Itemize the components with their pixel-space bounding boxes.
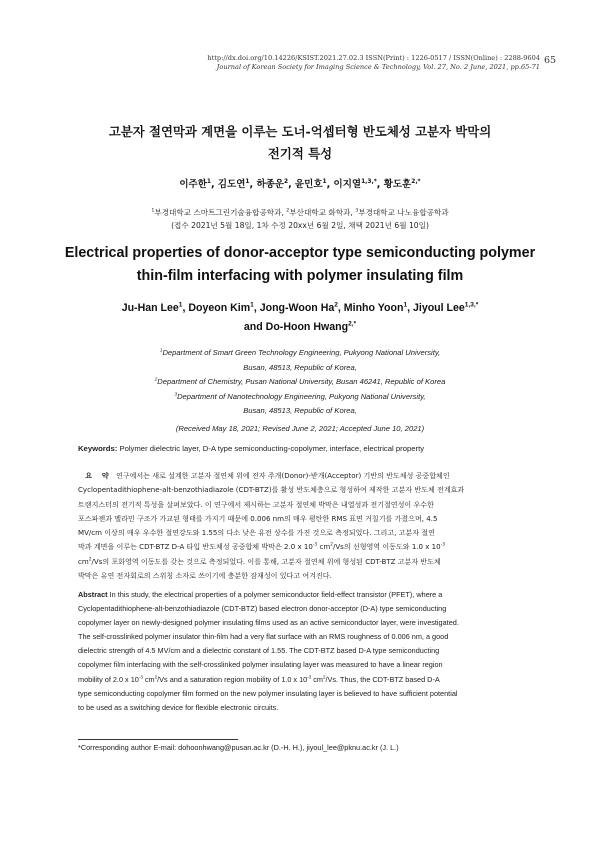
english-dates: (Received May 18, 2021; Revised June 2, 2021; Accepted June 10, 2021) [175, 423, 425, 433]
english-title-line1: Electrical properties of donor-acceptor type semiconducting polymer [64, 245, 536, 261]
korean-abstract-line: 막과 계면을 이루는 CDT-BTZ D-A 타입 반도체성 공중합체 박막은 2.0 x $10^{-3}$ $cm^2/Vs$의 선형영역 이동도와 1.0 x $10^{-3}$ [78, 542, 446, 552]
english-abstract-line: The self-crosslinked polymer insulator thin-film had a very flat surface with an RMS roughness of 0.006 nm, a good [78, 632, 449, 642]
korean-abstract-line: 포스파젠과 멜라민 구조가 가교된 형태를 가지기 때문에 0.006 nm의 매우 평탄한 RMS 표면 거칠기를 가졌으며, 4.5 [78, 513, 438, 523]
korean-title [40, 121, 560, 165]
author: Jong-Woon Ha$^2$, [259, 301, 344, 314]
author: 이주한$^1$, [179, 178, 218, 190]
english-abstract [78, 588, 525, 715]
korean-affiliations [40, 206, 560, 232]
english-affiliations [40, 346, 560, 436]
author: Do-Hoon Hwang$^{2,*}$ [265, 320, 357, 333]
english-abstract-line: mobility of 2.0 x $10^{-3}$ $cm^2/Vs$ and a saturation region mobility of 1.0 x $10^{-3}$ $cm^2/Vs$. Thus, the CDT-BTZ based D-A [78, 674, 440, 684]
korean-dates: (접수 2021년 5월 18일, 1차 수정 20xx년 6월 2일, 채택 2021년 6월 10일) [171, 221, 429, 230]
english-authors-line2: and Do-Hoon Hwang$^{2,*}$ [243, 320, 357, 333]
keywords-text: Polymer dielectric layer, D-A type semiconducting-copolymer, interface, electrical property [117, 444, 425, 453]
corresponding-author-footnote: *Corresponding author E-mail: dohoonhwang@pusan.ac.kr (D.-H. H.), jiyoul_lee@pknu.ac.kr (J. L.) [78, 743, 399, 752]
english-abstract-line: copolymer film interfacing with the self-crosslinked polymer insulating layer was measured to have a linear region [78, 660, 443, 670]
journal-citation-line: Journal of Korean Society for Imaging Science & Technology, Vol. 27, No. 2 June, 2021, pp.65-71 [216, 63, 540, 71]
english-abstract-line: Cyclopentadithiophene-alt-benzothiadiazole (CDT-BTZ) based electron donor-acceptor (D-A) type semiconducting [78, 604, 447, 614]
english-abstract-line: copolymer layer on newly-designed polymer insulating films used as an active semiconductor layer, were investigated. [78, 618, 459, 628]
affiliation-3-city: Busan, 48513, Republic of Korea, [243, 406, 357, 415]
english-abstract-line: to be used as a switching device for flexible electronic circuits. [78, 702, 279, 712]
english-abstract-line: type semiconducting copolymer film formed on the new polymer insulating layer is believed to have sufficient potential [78, 688, 458, 698]
korean-abstract-line: 요 약 연구에서는 새로 설계한 고분자 절연체 위에 전자 주개(Donor)-받개(Acceptor) 기반의 반도체성 공중합체인 [78, 469, 525, 483]
korean-abstract-line: 박막은 유연 전자회로의 스위칭 소자로 쓰이기에 충분한 잠재성이 있다고 여겨진다. [78, 571, 332, 581]
korean-abstract-line: 트랜지스터의 전기적 특성을 살펴보았다. 이 연구에서 제시하는 고분자 절연체 박막은 내열성과 전기절연성이 우수한 [78, 499, 434, 509]
author: 하종운$^2$, [256, 178, 295, 190]
author: Jiyoul Lee$^{1,3,*}$ [412, 301, 479, 314]
affiliation-2: $^2$Department of Chemistry, Pusan National University, Busan 46241, Republic of Korea [154, 376, 446, 386]
english-title [40, 242, 560, 288]
korean-abstract-line: $cm^2/Vs$의 포화영역 이동도를 갖는 것으로 측정되었다. 이를 통해, 고분자 절연체 위에 형성된 CDT-BTZ 고분자 반도체 [78, 556, 441, 566]
english-abstract-label: Abstract [78, 590, 108, 599]
affiliation-1: $^1$Department of Smart Green Technology Engineering, Pukyong National University, [159, 347, 441, 357]
affiliation-1-city: Busan, 48513, Republic of Korea, [243, 362, 357, 372]
author: 황도훈$^{2,*}$ [383, 178, 421, 190]
author: Minho Yoon$^1$, [343, 301, 413, 314]
doi-issn-line: http://dx.doi.org/10.14226/KSIST.2021.27.02.3 ISSN(Print) : 1226-0517 / ISSN(Online) : 2288-9604 [207, 54, 540, 62]
keywords [78, 444, 538, 453]
author: 윤민호$^1$, [294, 178, 334, 190]
english-authors-line1 [40, 299, 560, 318]
affiliation-3: $^3$Department of Nanotechnology Engineering, Pukyong National University, [174, 390, 426, 401]
author: 이지열$^{1,3,*}$, [333, 178, 384, 190]
korean-authors [40, 176, 560, 190]
english-title-line2: thin-film interfacing with polymer insulating film [136, 268, 464, 284]
english-abstract-line: dielectric strength of 4.5 MV/cm and a dielectric constant of 1.55. The CDT-BTZ based D-A type semiconducting [78, 646, 440, 656]
korean-title-line1: 고분자 절연막과 계면을 이루는 도너-억셉터형 반도체성 고분자 박막의 [108, 124, 492, 139]
korean-abstract [78, 469, 525, 583]
korean-affiliation-line: $^1$부경대학교 스마트그린기술융합공학과, $^2$부산대학교 화학과, $^3$부경대학교 나노융합공학과 [151, 208, 449, 217]
korean-abstract-line: MV/cm 이상의 매우 우수한 절연강도와 1.55의 다소 낮은 유전 상수를 가진 것으로 측정되었다. 그리고, 고분자 절연 [78, 528, 435, 538]
page-number: 65 [544, 55, 557, 66]
author: Ju-Han Lee$^1$, [121, 301, 189, 314]
english-abstract-line: Abstract In this study, the electrical properties of a polymer semiconductor field-effect transistor (PFET), where a [78, 590, 443, 599]
keywords-label: Keywords: [78, 444, 118, 453]
journal-header [60, 54, 540, 72]
footnote-divider [78, 739, 238, 740]
author: 김도연$^1$, [217, 178, 257, 190]
english-authors [40, 299, 560, 337]
author: Doyeon Kim$^1$, [188, 301, 260, 314]
korean-abstract-line: Cyclopentadithiophene-alt-benzothiadiazole (CDT-BTZ)를 활성 반도체층으로 형성하여 제작한 고분자 반도체 전계효과 [78, 485, 465, 495]
korean-title-line2: 전기적 특성 [267, 146, 333, 161]
korean-abstract-label: 요 약 [85, 471, 109, 480]
